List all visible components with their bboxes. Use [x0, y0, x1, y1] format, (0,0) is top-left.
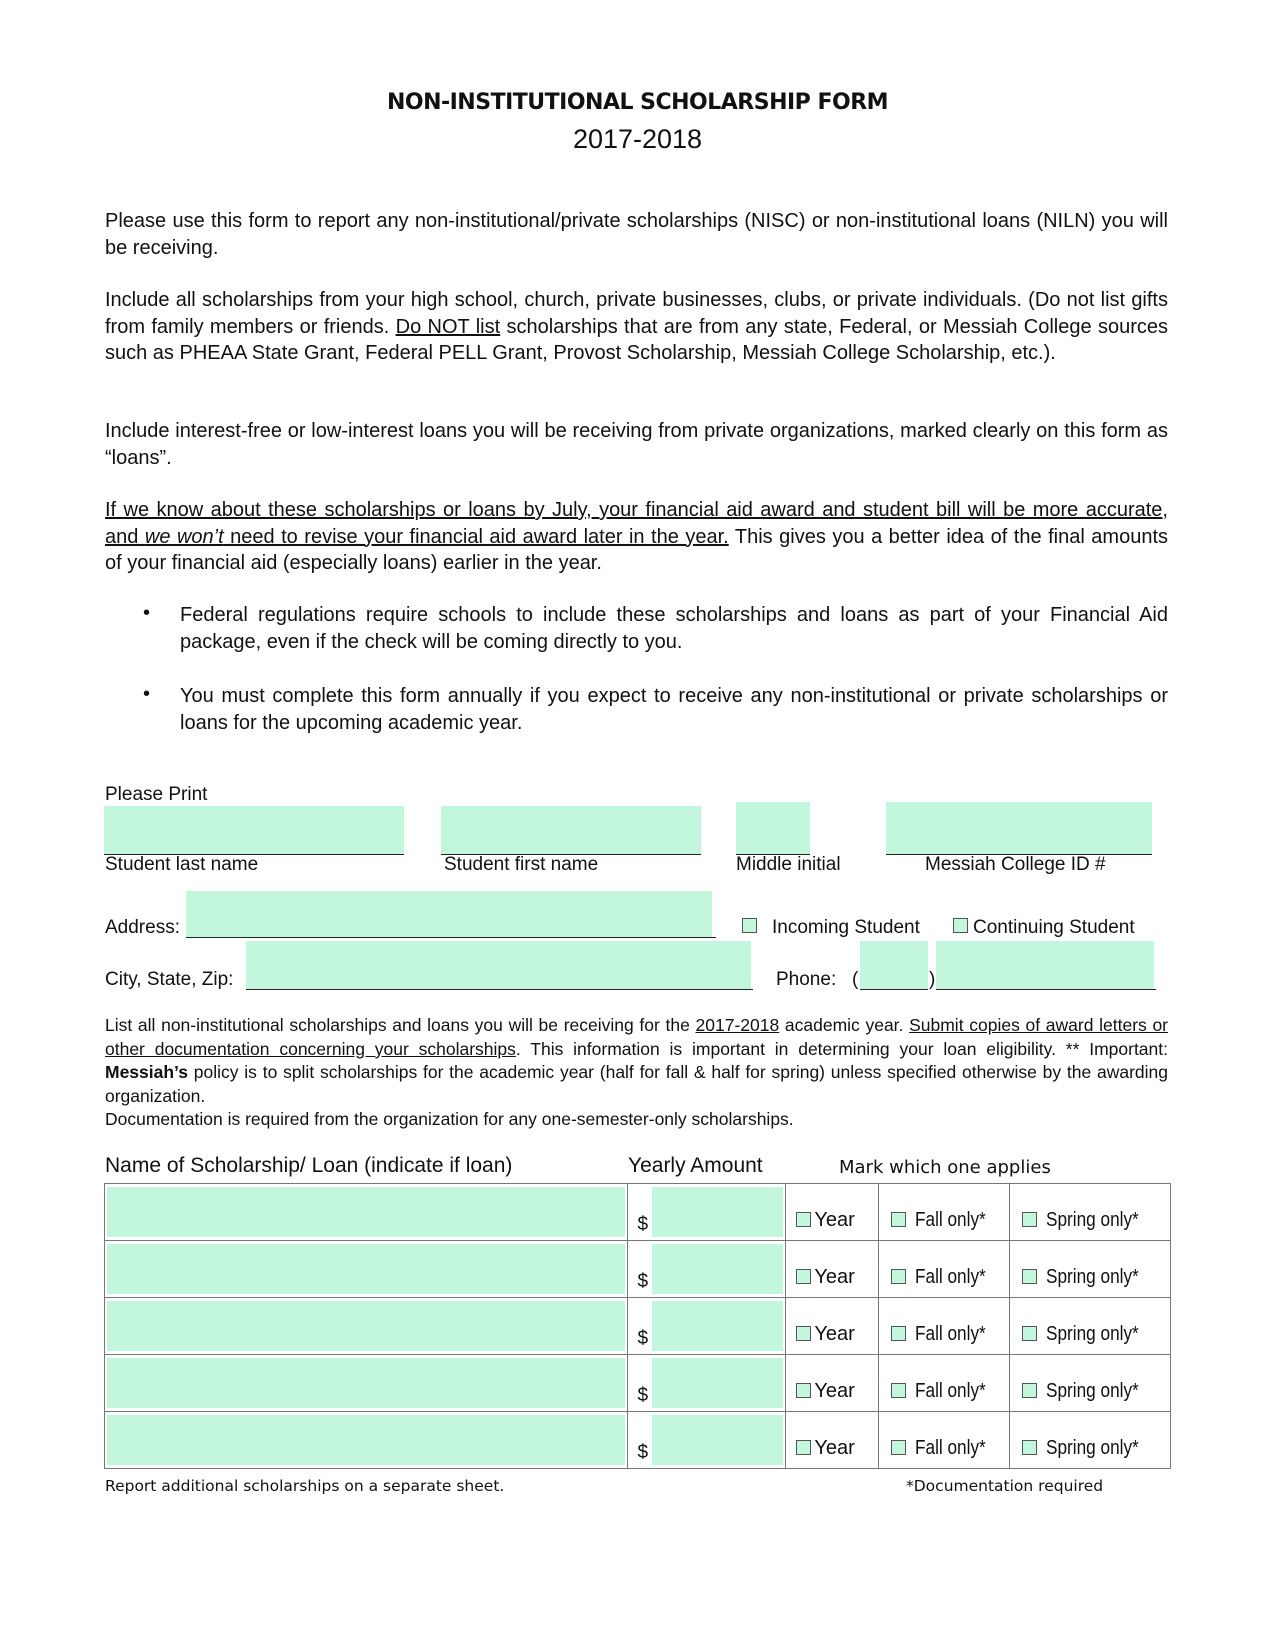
continuing-student-label: Continuing Student [973, 917, 1135, 938]
year-checkbox[interactable] [796, 1269, 811, 1284]
scholarship-name-cell [105, 1241, 628, 1298]
middle-initial-label: Middle initial [736, 854, 841, 875]
footer-documentation-note: *Documentation required [906, 1477, 1104, 1495]
scholarship-name-field[interactable] [107, 1301, 625, 1351]
address-field[interactable] [186, 891, 712, 937]
phone-label: Phone: [776, 969, 837, 990]
currency-symbol: $ [637, 1385, 649, 1406]
spring-only-label: Spring only* [1045, 1380, 1139, 1402]
year-option-label: Year [814, 1323, 855, 1345]
bullet-icon: • [143, 602, 151, 624]
year-option-cell [786, 1298, 879, 1355]
first-name-label: Student first name [444, 854, 599, 875]
continuing-student-checkbox[interactable] [953, 918, 968, 933]
yearly-amount-field[interactable] [652, 1244, 784, 1294]
city-underline [246, 989, 753, 990]
fall-option-cell [879, 1241, 1010, 1298]
table-row [105, 1412, 1171, 1469]
currency-symbol: $ [637, 1328, 649, 1349]
table-row [105, 1298, 1171, 1355]
scholarship-name-cell [105, 1412, 628, 1469]
scholarship-table [104, 1183, 1171, 1469]
spring-option-cell [1010, 1298, 1171, 1355]
middle-initial-field[interactable] [736, 802, 810, 854]
last-name-label: Student last name [105, 854, 259, 875]
table-row [105, 1241, 1171, 1298]
incoming-student-checkbox[interactable] [742, 918, 757, 933]
city-state-zip-label: City, State, Zip: [105, 969, 234, 990]
scholarship-name-cell [105, 1355, 628, 1412]
spring-option-cell [1010, 1355, 1171, 1412]
col-name-header: Name of Scholarship/ Loan (indicate if loan) [105, 1154, 513, 1177]
fall-only-label: Fall only* [914, 1209, 986, 1231]
spring-only-label: Spring only* [1045, 1323, 1139, 1345]
spring-option-cell [1010, 1241, 1171, 1298]
year-option-label: Year [814, 1380, 855, 1402]
intro-paragraph-4: If we know about these scholarships or loans by July, your financial aid award and student bill will be more accurate, and we won’t need to revise your financial aid award later in the year. This gives you a better idea of the final amounts of your financial aid (especially loans) earlier in the year. [105, 499, 1169, 574]
city-state-zip-field[interactable] [246, 941, 751, 989]
scholarship-name-cell [105, 1298, 628, 1355]
yearly-amount-cell [627, 1412, 786, 1469]
scholarship-name-field[interactable] [107, 1187, 625, 1237]
area-code-underline [860, 989, 928, 990]
intro-paragraph-3: Include interest-free or low-interest loans you will be receiving from private organizations, marked clearly on this form as “loans”. [105, 420, 1168, 469]
messiah-college-id-field[interactable] [886, 802, 1152, 854]
phone-number-field[interactable] [936, 941, 1154, 989]
spring-only-label: Spring only* [1045, 1437, 1139, 1459]
year-option-label: Year [814, 1266, 855, 1288]
do-not-list-underline: Do NOT list [395, 315, 501, 338]
yearly-amount-field[interactable] [652, 1358, 784, 1408]
fall-only-checkbox[interactable] [891, 1212, 906, 1227]
col-amount-header: Yearly Amount [628, 1154, 763, 1177]
fall-option-cell [879, 1184, 1010, 1241]
student-last-name-field[interactable] [104, 806, 404, 854]
spring-only-label: Spring only* [1045, 1209, 1139, 1231]
bullet-icon: • [143, 683, 151, 705]
year-option-cell [786, 1184, 879, 1241]
fall-only-checkbox[interactable] [891, 1440, 906, 1455]
instructions-text: List all non-institutional scholarships and loans you will be receiving for the 2017-2018 academic year. Submit copies of award letters or other documentation concerning your scholarships. This information is important in determining your loan eligibility. ** Important: Messiah’s policy is to split scholarships for the academic year (half for fall & half for spring) unless specified otherwise by the awarding organization. [105, 1015, 1169, 1106]
yearly-amount-field[interactable] [652, 1301, 784, 1351]
fall-only-checkbox[interactable] [891, 1269, 906, 1284]
incoming-student-label: Incoming Student [772, 917, 920, 938]
fall-option-cell [879, 1355, 1010, 1412]
intro-paragraph-1: Please use this form to report any non-institutional/private scholarships (NISC) or non-institutional loans (NILN) you will be receiving. [105, 210, 1168, 259]
spring-only-checkbox[interactable] [1022, 1269, 1037, 1284]
fall-only-label: Fall only* [914, 1323, 986, 1345]
currency-symbol: $ [637, 1214, 649, 1235]
fall-only-label: Fall only* [914, 1266, 986, 1288]
col-mark-header: Mark which one applies [839, 1157, 1051, 1178]
spring-only-checkbox[interactable] [1022, 1326, 1037, 1341]
please-print-label: Please Print [105, 784, 208, 805]
fall-only-checkbox[interactable] [891, 1383, 906, 1398]
year-checkbox[interactable] [796, 1440, 811, 1455]
yearly-amount-field[interactable] [652, 1415, 784, 1465]
form-title: NON-INSTITUTIONAL SCHOLARSHIP FORM [386, 90, 889, 115]
year-option-cell [786, 1412, 879, 1469]
college-id-label: Messiah College ID # [925, 854, 1106, 875]
yearly-amount-cell [627, 1184, 786, 1241]
yearly-amount-cell [627, 1241, 786, 1298]
yearly-amount-cell [627, 1298, 786, 1355]
currency-symbol: $ [637, 1271, 649, 1292]
year-checkbox[interactable] [796, 1212, 811, 1227]
fall-option-cell [879, 1412, 1010, 1469]
intro-paragraph-2: Include all scholarships from your high school, church, private businesses, clubs, or private individuals. (Do not list gifts from family members or friends. Do NOT list scholarships that are from any state, Federal, or Messiah College sources such as PHEAA State Grant, Federal PELL Grant, Provost Scholarship, Messiah College Scholarship, etc.). [105, 289, 1168, 364]
fall-only-label: Fall only* [914, 1380, 986, 1402]
table-row [105, 1184, 1171, 1241]
phone-paren-open: ( [852, 969, 859, 990]
address-underline [186, 937, 716, 938]
spring-only-checkbox[interactable] [1022, 1383, 1037, 1398]
bullet-item-2: You must complete this form annually if you expect to receive any non-institutional or private scholarships or loans for the upcoming academic year. [180, 685, 1168, 734]
fall-only-checkbox[interactable] [891, 1326, 906, 1341]
footer-additional-note: Report additional scholarships on a separate sheet. [105, 1477, 505, 1495]
phone-paren-close: ) [929, 969, 936, 990]
scholarship-name-field[interactable] [107, 1244, 625, 1294]
scholarship-name-cell [105, 1184, 628, 1241]
spring-only-checkbox[interactable] [1022, 1212, 1037, 1227]
scholarship-name-field[interactable] [107, 1415, 625, 1465]
year-option-cell [786, 1355, 879, 1412]
spring-only-label: Spring only* [1045, 1266, 1139, 1288]
bullet-item-1: Federal regulations require schools to include these scholarships and loans as part of your Financial Aid package, even if the check will be coming directly to you. [180, 604, 1168, 653]
scholarship-name-field[interactable] [107, 1358, 625, 1408]
year-checkbox[interactable] [796, 1383, 811, 1398]
year-option-label: Year [814, 1209, 855, 1231]
phone-underline [936, 989, 1156, 990]
fall-option-cell [879, 1298, 1010, 1355]
phone-area-code-field[interactable] [860, 941, 928, 989]
student-first-name-field[interactable] [441, 806, 701, 854]
form-year: 2017-2018 [572, 124, 703, 154]
yearly-amount-field[interactable] [652, 1187, 784, 1237]
fall-only-label: Fall only* [914, 1437, 986, 1459]
table-row [105, 1355, 1171, 1412]
spring-only-checkbox[interactable] [1022, 1440, 1037, 1455]
yearly-amount-cell [627, 1355, 786, 1412]
year-option-label: Year [814, 1437, 855, 1459]
year-checkbox[interactable] [796, 1326, 811, 1341]
spring-option-cell [1010, 1184, 1171, 1241]
documentation-note: Documentation is required from the organization for any one-semester-only scholarships. [105, 1109, 794, 1129]
spring-option-cell [1010, 1412, 1171, 1469]
currency-symbol: $ [637, 1442, 649, 1463]
address-label: Address: [105, 917, 180, 938]
year-option-cell [786, 1241, 879, 1298]
